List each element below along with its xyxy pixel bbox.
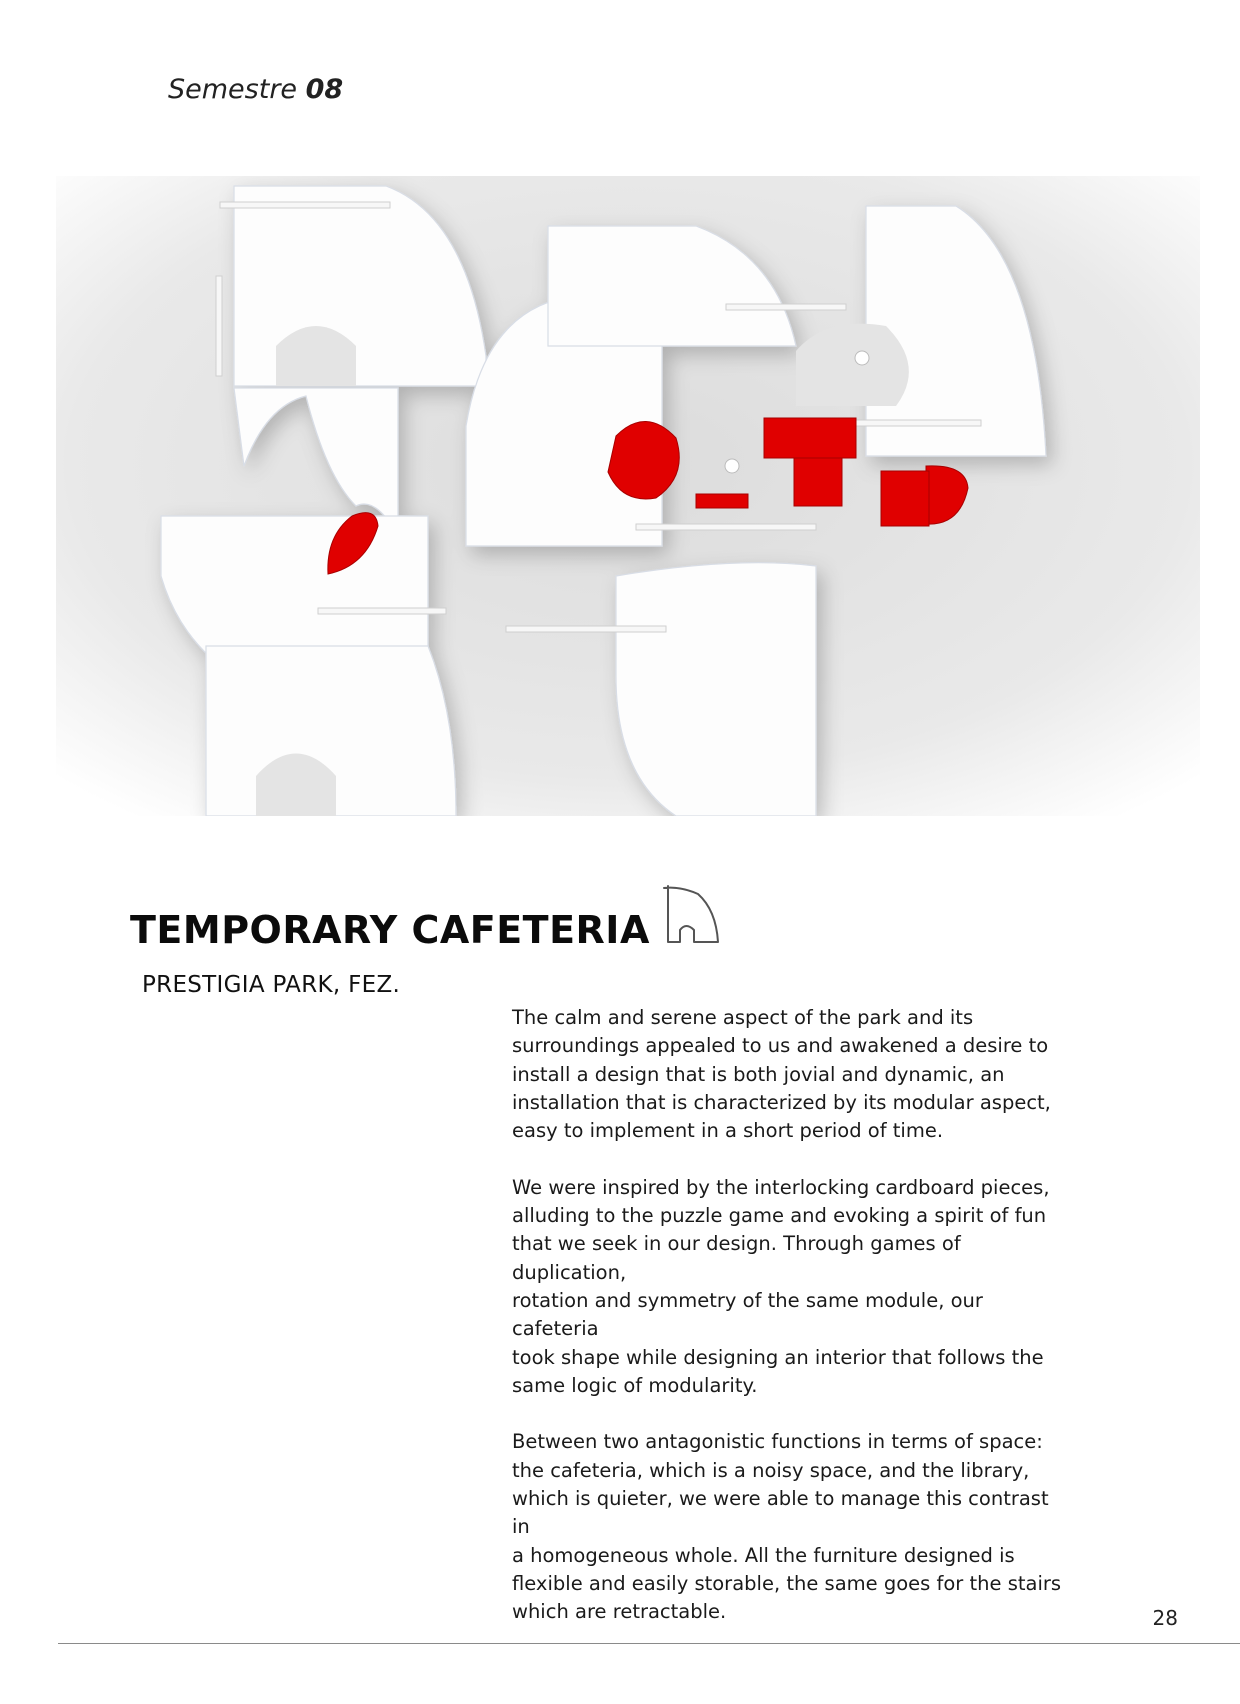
table-right <box>855 351 869 365</box>
semester-word: Semestre <box>168 74 298 105</box>
project-location: PRESTIGIA PARK, FEZ. <box>142 972 401 998</box>
cafeteria-plan-render <box>56 176 1200 816</box>
project-description <box>512 1004 1072 1655</box>
semester-number: 08 <box>305 74 344 105</box>
shelf-2 <box>318 608 446 614</box>
shelf-4 <box>636 524 816 530</box>
shelf-3 <box>506 626 666 632</box>
table-center <box>725 459 739 473</box>
description-paragraph: Between two antagonistic functions in terms of space: the cafeteria, which is a noisy space, and the library, which is quieter, we were able to manage this contrast in a homogeneous whole. All the furniture designed is flexible and easily storable, the same goes for the stairs which are retractable. <box>512 1430 1062 1624</box>
red-stair-block-1 <box>764 418 856 458</box>
description-paragraph: We were inspired by the interlocking cardboard pieces, alluding to the puzzle game and evoking a spirit of fun that we seek in our design. Through games of duplication, rotation and symmetry of the same module, our cafeteria took shape while designing an interior that follows the same logic of modularity. <box>512 1175 1050 1397</box>
module-bottom-center <box>616 563 816 816</box>
project-title: TEMPORARY CAFETERIA <box>130 908 650 952</box>
semester-label <box>168 74 343 105</box>
shelf-6 <box>726 304 846 310</box>
wall-1 <box>216 276 222 376</box>
arch-module-sketch-icon <box>658 880 730 950</box>
plan-render-drawing <box>56 176 1200 816</box>
red-stair-block-2 <box>794 458 842 506</box>
shelf-1 <box>220 202 390 208</box>
footer-divider <box>58 1643 1240 1644</box>
red-bench <box>696 494 748 508</box>
description-paragraph: The calm and serene aspect of the park and its surroundings appealed to us and awakened a desire to install a design that is both jovial and dynamic, an installation that is characterized by its modular aspect, easy to implement in a short period of time. <box>512 1006 1051 1143</box>
red-spiral-stair-center <box>608 421 679 498</box>
red-box <box>881 471 929 526</box>
page-number: 28 <box>1152 1606 1178 1630</box>
